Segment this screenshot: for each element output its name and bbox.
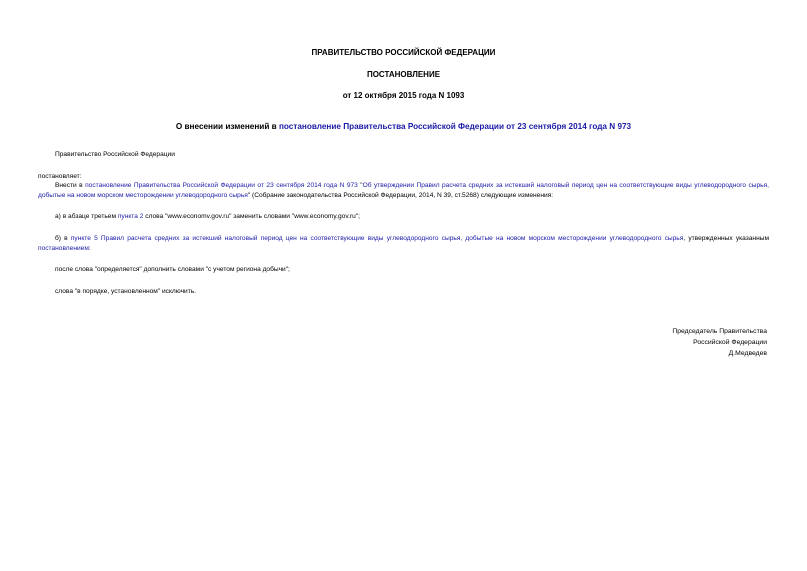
pb-decree-link[interactable]: постановлением <box>38 244 89 252</box>
date-number-heading: от 12 октября 2015 года N 1093 <box>342 91 465 100</box>
pb-rules-link[interactable]: пункте 5 Правил расчета средних за истекший налоговый период цен на соответствующие виды углеводородного сырья, добытые на новом морском месторождении углеводородного сырья <box>70 235 684 242</box>
pb-mid: , утвержденных указанным <box>683 235 769 242</box>
title-link[interactable]: постановление Правительства Российской Федерации от 23 сентября 2014 года N 973 <box>278 122 632 131</box>
signature-name: Д.Медведев <box>728 350 767 357</box>
intro-text: Правительство Российской Федерации <box>55 151 175 158</box>
p1-rules-link[interactable]: Об утверждении Правил расчета средних за истекший налоговый период цен на соответствующие виды углеводородного сырья, добытые на новом морском месторождении углеводородного сырья <box>38 182 769 199</box>
signature-organization: Российской Федерации <box>693 339 767 346</box>
pa-start: а) в абзаце третьем <box>55 213 118 220</box>
document-title <box>0 121 807 133</box>
title-prefix: О внесении изменений в <box>175 122 279 131</box>
paragraph-b <box>38 234 769 253</box>
paragraph-a <box>55 212 786 222</box>
paragraph-amendment <box>38 181 769 200</box>
p1-decree-link[interactable]: постановление Правительства Российской Федерации от 23 сентября 2014 года N 973 <box>85 182 358 189</box>
p1-start: Внести в <box>55 182 86 189</box>
pb-start: б) в <box>55 235 71 242</box>
pa-end: слова "www.economv.gov.ru" заменить словами "www.economy.gov.ru"; <box>143 213 361 220</box>
decree-text: постановляет: <box>38 173 82 180</box>
signature-position: Председатель Правительства <box>672 328 767 335</box>
pb-end: : <box>88 244 91 252</box>
paragraph-c: после слова "определяется" дополнить словами "с учетом региона добычи"; <box>55 266 290 273</box>
p1-end: " (Собрание законодательства Российской Федерации, 2014, N 39, ст.5268) следующие изменения: <box>247 191 554 199</box>
doc-type-heading: ПОСТАНОВЛЕНИЕ <box>366 70 441 79</box>
p1-quote-open: " <box>357 182 363 189</box>
paragraph-d: слова "в порядке, установленном" исключить. <box>55 288 196 295</box>
government-heading: ПРАВИТЕЛЬСТВО РОССИЙСКОЙ ФЕДЕРАЦИИ <box>311 48 496 57</box>
pa-link[interactable]: пункта 2 <box>117 213 144 220</box>
